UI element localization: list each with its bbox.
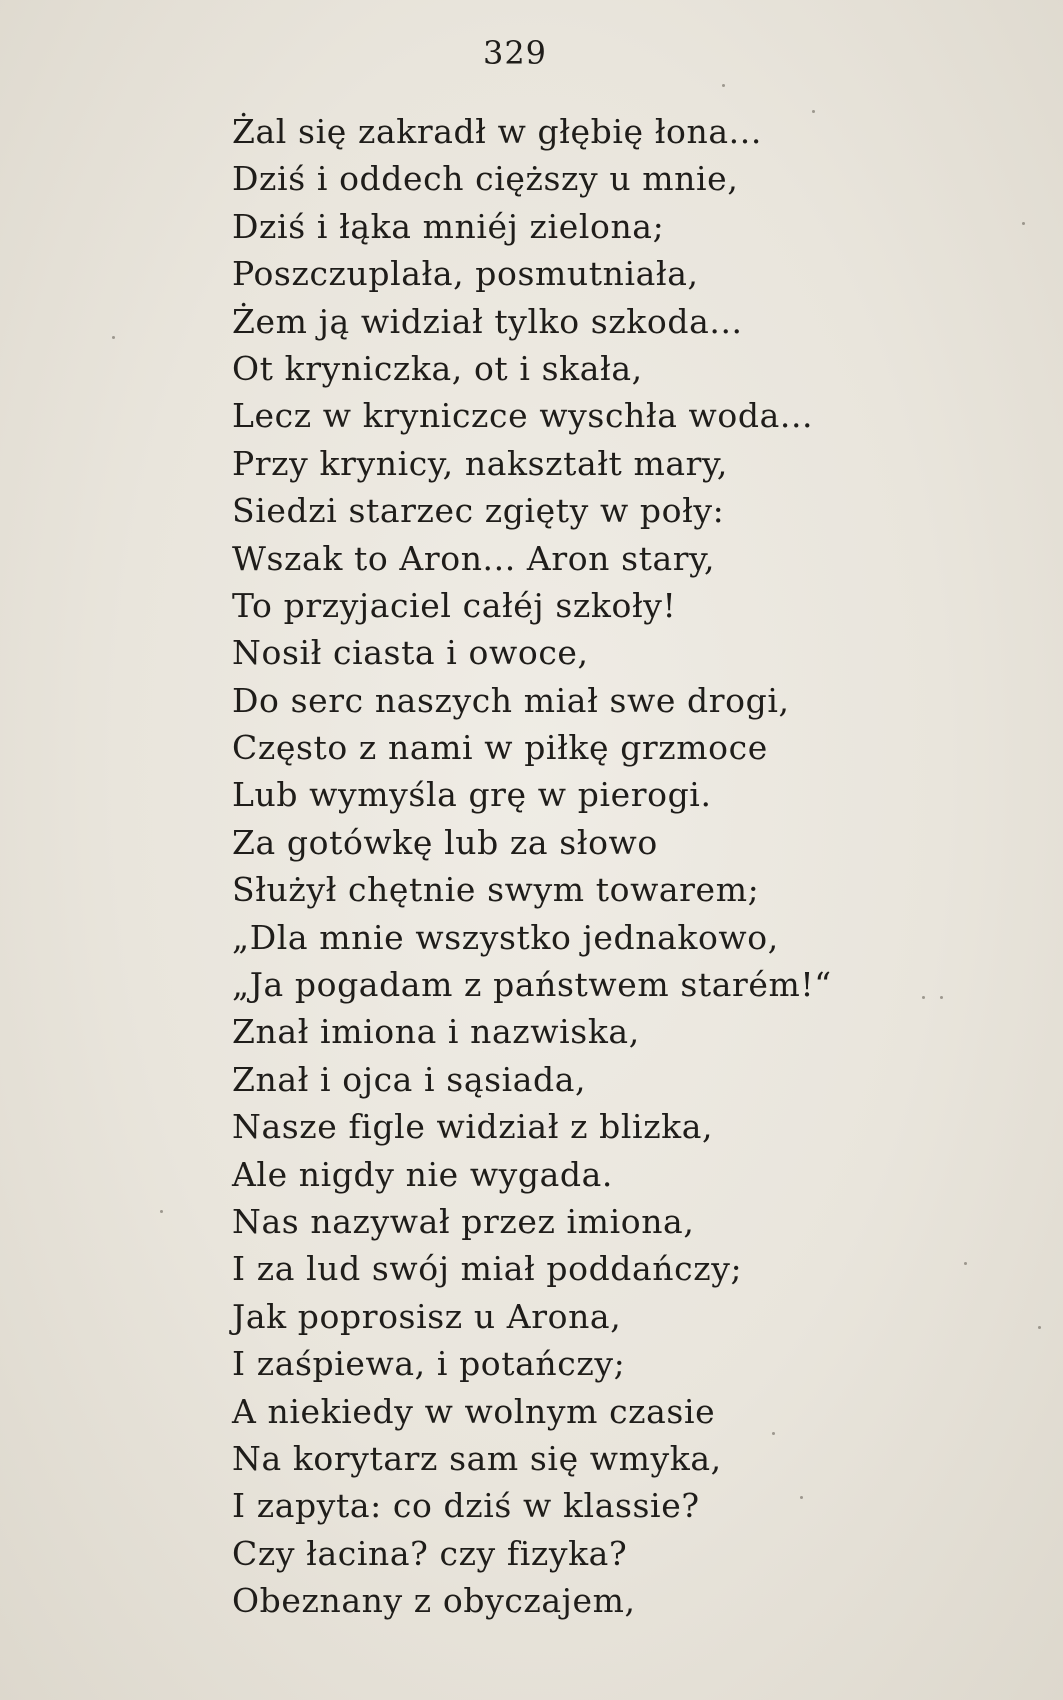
poem-line: Wszak to Aron... Aron stary, [232,538,716,578]
poem-line: Nas nazywał przez imiona, [232,1201,695,1241]
poem-line: To przyjaciel całéj szkoły! [232,585,677,625]
poem-line: Znał i ojca i sąsiada, [232,1059,587,1099]
poem-line: Dziś i łąka mniéj zielona; [232,206,665,246]
poem-line: I zapyta: co dziś w klassie? [232,1486,700,1526]
paper-speck [964,1262,967,1265]
poem-line: Jak poprosisz u Arona, [232,1296,622,1336]
paper-speck [1022,222,1025,225]
poem-line: Lub wymyśla grę w pierogi. [232,775,712,815]
paper-speck [800,1496,803,1499]
paper-speck [722,84,725,87]
poem-line: Przy krynicy, nakształt mary, [232,443,728,483]
paper-speck [940,996,943,999]
page-number: 329 [482,34,548,72]
paper-speck [112,336,115,339]
poem-line: Do serc naszych miał swe drogi, [232,680,790,720]
paper-speck [160,1210,163,1213]
poem-line: Żem ją widział tylko szkoda... [232,301,743,341]
poem-line: Za gotówkę lub za słowo [232,822,658,862]
poem-line: „Dla mnie wszystko jednakowo, [232,917,779,957]
poem-line: Siedzi starzec zgięty w poły: [232,491,725,531]
poem-line: Poszczuplała, posmutniała, [232,254,699,294]
poem-line: A niekiedy w wolnym czasie [232,1391,716,1431]
poem-line: I za lud swój miał poddańczy; [232,1249,743,1289]
poem-line: I zaśpiewa, i potańczy; [232,1344,626,1384]
paper-speck [1038,1326,1041,1329]
poem-line: Ot kryniczka, ot i skała, [232,348,643,388]
poem-line: Na korytarz sam się wmyka, [232,1438,722,1478]
paper-speck [772,1432,775,1435]
poem-line: Obeznany z obyczajem, [232,1581,636,1621]
poem-line: Dziś i oddech cięższy u mnie, [232,159,739,199]
poem-line: Czy łacina? czy fizyka? [232,1533,628,1573]
poem-line: Żal się zakradł w głębię łona... [232,112,762,151]
poem-line: Nasze figle widział z blizka, [232,1107,714,1147]
poem-line: Ale nigdy nie wygada. [232,1154,613,1194]
paper-speck [922,996,925,999]
poem-text [232,108,943,1625]
poem-line: Znał imiona i nazwiska, [232,1012,640,1052]
poem-line: „Ja pogadam z państwem starém!“ [232,965,832,1005]
poem-line: Często z nami w piłkę grzmoce [232,728,768,768]
poem-line: Lecz w kryniczce wyschła woda... [232,396,814,436]
poem-line: Nosił ciasta i owoce, [232,633,589,673]
poem-line: Służył chętnie swym towarem; [232,870,760,910]
paper-speck [812,110,815,113]
